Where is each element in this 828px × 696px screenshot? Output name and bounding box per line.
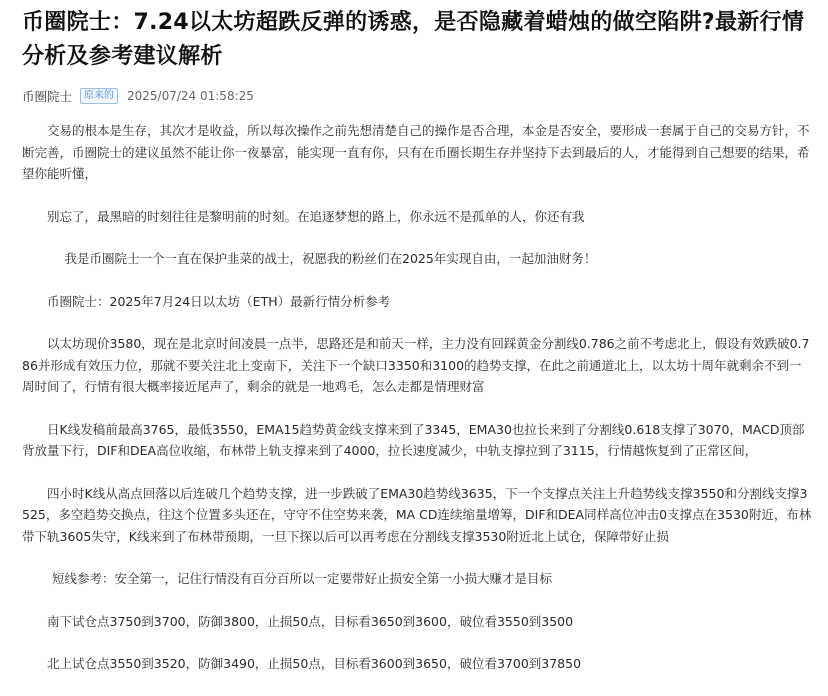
publish-time: 2025/07/24 01:58:25	[127, 89, 254, 103]
paragraph-long-setup: 北上试仓点3550到3520，防御3490，止损50点，目标看3600到3650，破位看3700到37850	[47, 656, 582, 671]
paragraph-eth-price: 以太坊现价3580，现在是北京时间凌晨一点半，思路还是和前天一样，主力没有回踩黄金分割线0.786之前不考虑北上，假设有效跌破0.786并形成有效压力位，那就不要关注北上变南下，关注下一个缺口3350和3100的趋势支撑，在此之前通道北上，以太坊十周年就剩余不到一周时间了，行情有很大概率接近尾声了，剩余的就是一地鸡毛，怎么走都是情理财富	[22, 336, 810, 394]
article	[22, 6, 814, 696]
article-body	[22, 120, 814, 675]
paragraph-daily-k: 日K线发稿前最高3765，最低3550，EMA15趋势黄金线支撑来到了3345，EMA30也拉长来到了分割线0.618支撑了3070，MACD顶部背放量下行，DIF和DEA高位收缩，布林带上轨支撑来到了4000，拉长速度减少，中轨支撑拉到了3115，行情越恢复到了正常区间，	[22, 421, 805, 458]
paragraph-short-setup: 南下试仓点3750到3700，防御3800，止损50点，目标看3650到3600，破位看3550到3500	[47, 613, 574, 629]
original-badge: 原来的	[80, 88, 118, 104]
paragraph-greeting: 我是币圈院士一个一直在保护韭菜的战士，祝愿我的粉丝们在2025年实现自由，一起加油财务！	[64, 251, 597, 266]
paragraph-short-term: 短线参考：安全第一，记住行情没有百分百所以一定要带好止损安全第一小损大赚才是目标	[52, 571, 553, 586]
paragraph-motto: 别忘了，最黑暗的时刻往往是黎明前的时刻。在追逐梦想的路上，你永远不是孤单的人，你还有我	[47, 208, 585, 224]
paragraph-intro: 交易的根本是生存，其次才是收益，所以每次操作之前先想清楚自己的操作是否合理，本金是否安全，要形成一套属于自己的交易方针，不断完善，币圈院士的建议虽然不能让你一夜暴富，能实现一直有你，只有在币圈长期生存并坚持下去到最后的人，才能得到自己想要的结果，希望你能听懂，	[22, 123, 810, 181]
author-name[interactable]: 币圈院士	[22, 89, 73, 104]
article-title: 币圈院士：7.24以太坊超跌反弹的诱惑，是否隐藏着蜡烛的做空陷阱?最新行情分析及参考建议解析	[22, 10, 805, 69]
paragraph-heading: 币圈院士：2025年7月24日以太坊（ETH）最新行情分析参考	[47, 293, 391, 309]
article-meta	[22, 86, 814, 106]
paragraph-four-hour-k: 四小时K线从高点回落以后连破几个趋势支撑，进一步跌破了EMA30趋势线3635，下一个支撑点关注上升趋势线支撑3550和分割线支撑3525，多空趋势交换点，往这个位置多头还在，守守不住空势来袭，MA CD连续缩量增筹，DIF和DEA同样高位冲击0支撑点在3530附近，布林带下轨3605失守，K线来到了布林带预期，一旦下探以后可以再考虑在分割线支撑3530附近北上试仓，保障带好止损	[22, 485, 812, 544]
